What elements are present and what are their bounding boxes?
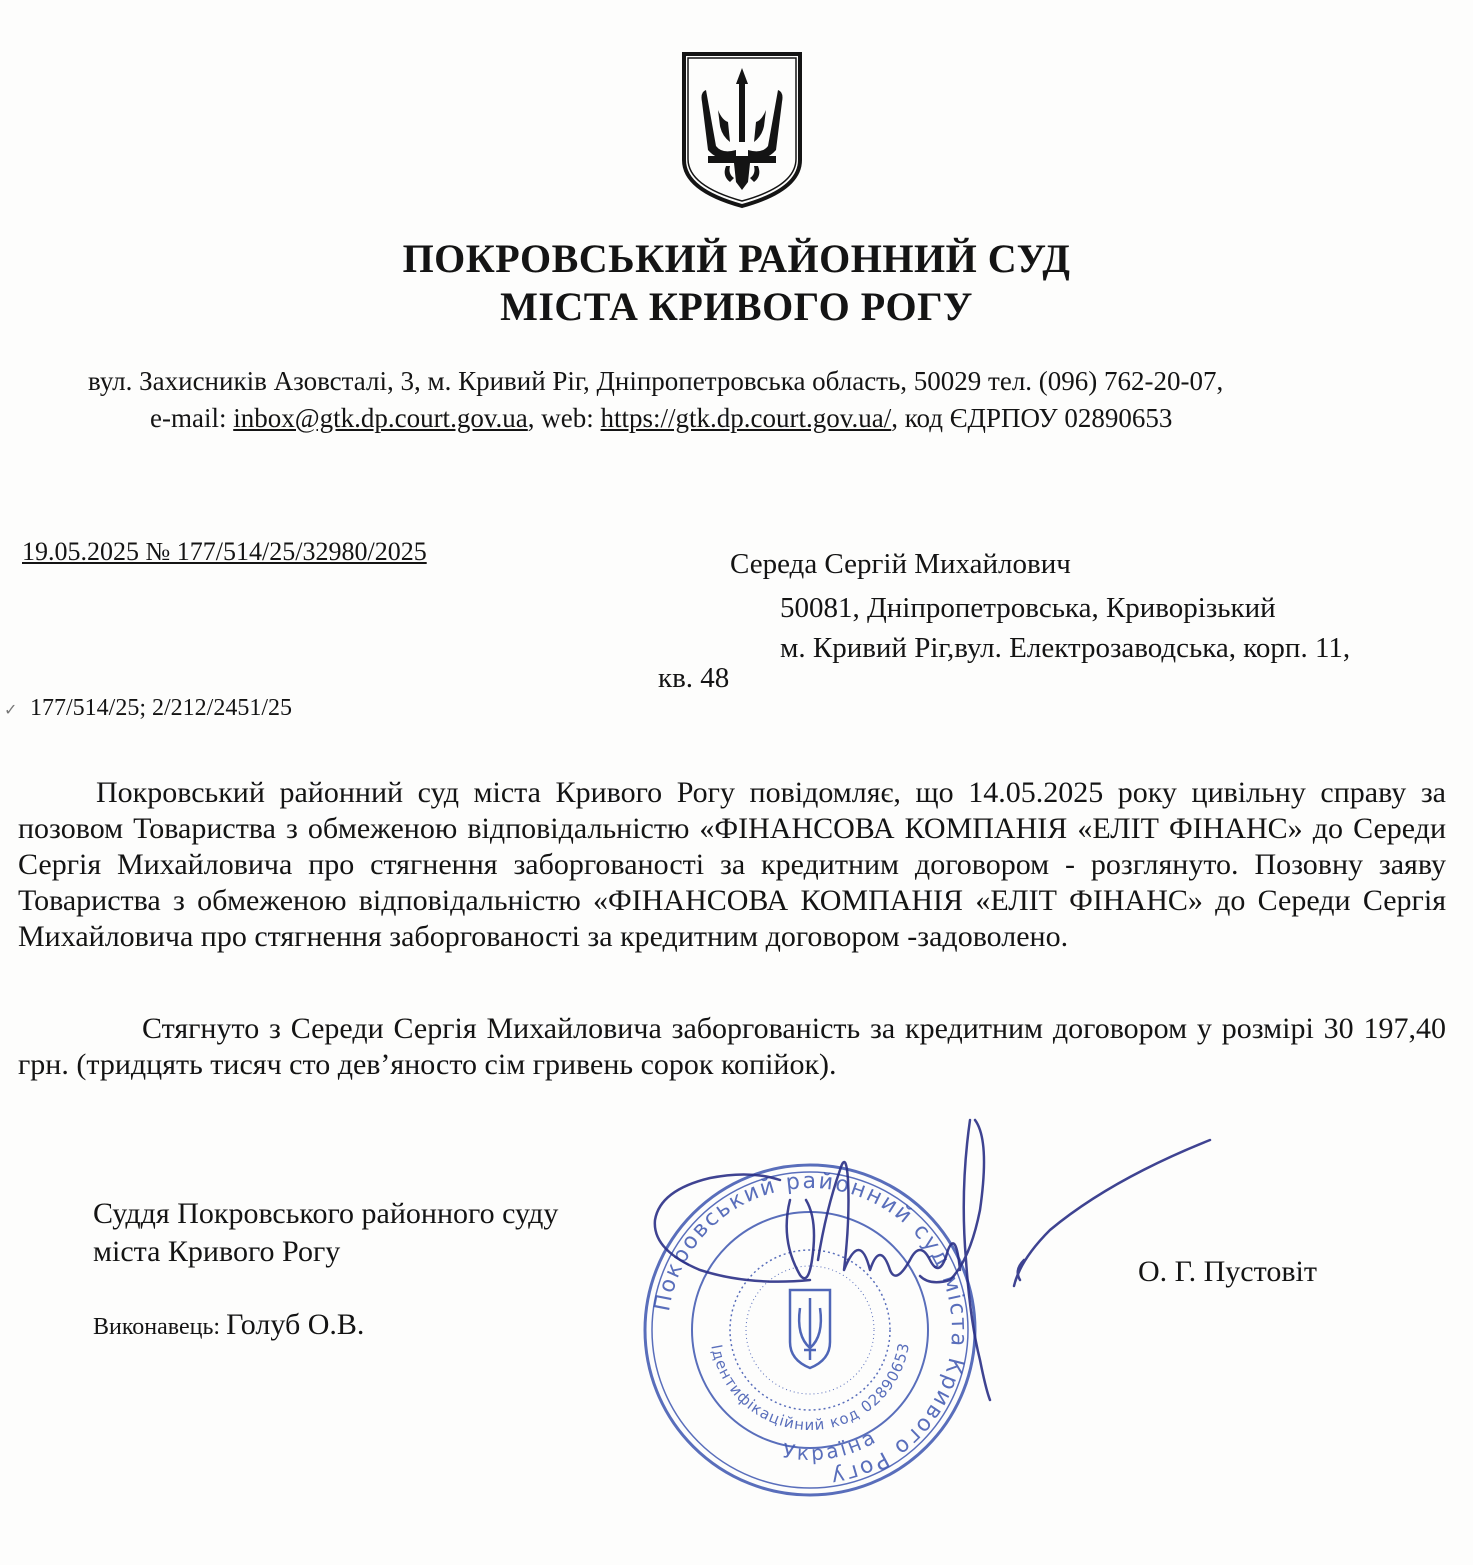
debt-paragraph: Стягнуто з Середи Сергія Михайловича заборгованість за кредитним договором у розмірі 30 197,40 грн. (тридцять тисяч сто дев’яносто сім гривень сорок копійок). [18,1012,1446,1081]
registration-number: 19.05.2025 № 177/514/25/32980/2025 [22,537,427,566]
judge-title-line1: Суддя Покровського районного суду [93,1197,559,1230]
executor [93,1308,364,1342]
executor-label: Виконавець: [93,1314,227,1340]
scan-mark: ✓ [4,702,18,719]
recipient-address-line2: м. Кривий Ріг,вул. Електрозаводська, корп. 11, [780,632,1351,664]
seal-outer-text: Покровський районний суд міста Кривого Рогу [650,1168,972,1490]
executor-name: Голуб О.В. [226,1308,365,1341]
recipient-address-line1: 50081, Дніпропетровська, Криворізький [780,592,1276,624]
edrpou-code: , код ЄДРПОУ 02890653 [891,403,1173,433]
recipient-address-line3: кв. 48 [658,662,730,694]
court-name-line2: МІСТА КРИВОГО РОГУ [500,284,973,329]
recipient-name: Середа Сергій Михайлович [730,548,1071,580]
email-label: e-mail: [150,403,234,433]
case-references: 177/514/25; 2/212/2451/25 [30,695,293,721]
judge-name: О. Г. Пустовіт [1138,1255,1317,1288]
web-link[interactable]: https://gtk.dp.court.gov.ua/ [600,403,892,433]
coat-of-arms-icon [678,50,806,210]
court-name-line1: ПОКРОВСЬКИЙ РАЙОННИЙ СУД [402,236,1071,281]
seal-bottom-text: Україна [780,1423,882,1466]
notice-paragraph: Покровський районний суд міста Кривого Рогу повідомляє, що 14.05.2025 року цивільну справу за позовом Товариства з обмеженою відповідальністю «ФІНАНСОВА КОМПАНІЯ «ЕЛІТ ФІНАНС» до Середи Сергія Михайловича про стягнення заборгованості за кредитним договором - розглянуто. Позовну заяву Товариства з обмеженою відповідальністю «ФІНАНСОВА КОМПАНІЯ «ЕЛІТ ФІНАНС» до Середи Сергія Михайловича про стягнення заборгованості за кредитним договором -задоволено. [18,776,1446,953]
court-address: вул. Захисників Азовсталі, 3, м. Кривий Ріг, Дніпропетровська область, 50029 тел. (096) 762-20-07, [88,366,1224,396]
court-contacts [150,403,1172,434]
email-link[interactable]: inbox@gtk.dp.court.gov.ua [233,403,528,433]
judge-title-line2: міста Кривого Рогу [93,1235,341,1268]
seal-inner-text: Ідентифікаційний код 02890653 [707,1340,914,1435]
web-label: , web: [527,403,601,433]
judge-signature-icon [630,1110,1230,1410]
